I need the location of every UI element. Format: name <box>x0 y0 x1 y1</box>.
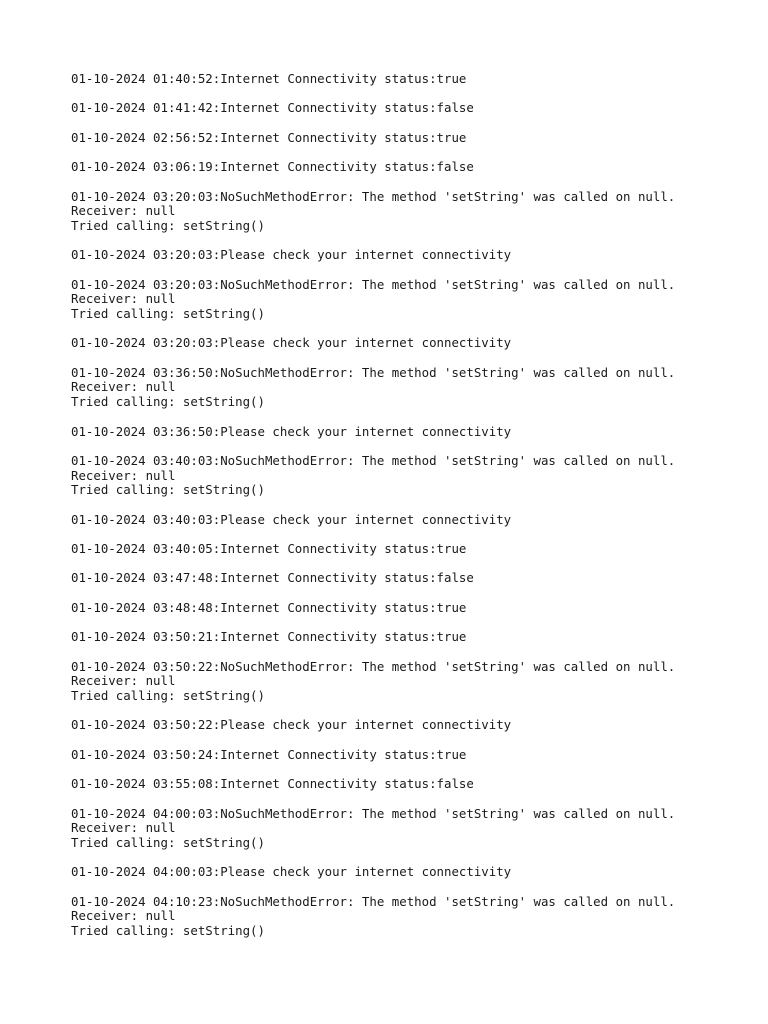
log-entry-line: 01-10-2024 02:56:52:Internet Connectivity status:true <box>71 129 467 145</box>
log-entry-detail-line: Receiver: null <box>71 820 176 836</box>
log-entry-line: 01-10-2024 01:41:42:Internet Connectivity status:false <box>71 100 474 116</box>
log-entry-line: 01-10-2024 03:40:03:Please check your internet connectivity <box>71 511 512 527</box>
log-entry <box>71 425 751 440</box>
log-entry <box>71 777 751 792</box>
log-entry-detail-line: Receiver: null <box>71 379 176 395</box>
log-entry-line: 01-10-2024 03:36:50:NoSuchMethodError: The method 'setString' was called on null. <box>71 364 676 380</box>
log-entry-line: 01-10-2024 03:47:48:Internet Connectivity status:false <box>71 570 474 586</box>
log-entry <box>71 366 751 410</box>
log-entry-line: 01-10-2024 03:20:03:Please check your internet connectivity <box>71 247 512 263</box>
log-entry-detail-line: Tried calling: setString() <box>71 482 265 498</box>
log-entry-line: 01-10-2024 04:00:03:Please check your internet connectivity <box>71 864 512 880</box>
log-entry <box>71 160 751 175</box>
log-entry-line: 01-10-2024 03:20:03:Please check your internet connectivity <box>71 335 512 351</box>
log-entry <box>71 630 751 645</box>
log-entry-line: 01-10-2024 04:10:23:NoSuchMethodError: The method 'setString' was called on null. <box>71 893 676 909</box>
log-entry <box>71 278 751 322</box>
log-entry <box>71 542 751 557</box>
log-entry-line: 01-10-2024 03:36:50:Please check your internet connectivity <box>71 423 512 439</box>
log-entry-line: 01-10-2024 03:20:03:NoSuchMethodError: The method 'setString' was called on null. <box>71 188 676 204</box>
log-entry-line: 01-10-2024 03:55:08:Internet Connectivity status:false <box>71 776 474 792</box>
log-entry-line: 01-10-2024 03:20:03:NoSuchMethodError: The method 'setString' was called on null. <box>71 276 676 292</box>
log-entry-line: 01-10-2024 03:40:03:NoSuchMethodError: The method 'setString' was called on null. <box>71 452 676 468</box>
log-entry-line: 01-10-2024 01:40:52:Internet Connectivity status:true <box>71 71 467 86</box>
log-entry-detail-line: Receiver: null <box>71 467 176 483</box>
log-entry-detail-line: Receiver: null <box>71 673 176 689</box>
log-entry-line: 01-10-2024 04:00:03:NoSuchMethodError: The method 'setString' was called on null. <box>71 805 676 821</box>
log-entry-detail-line: Tried calling: setString() <box>71 394 265 410</box>
log-entry-line: 01-10-2024 03:48:48:Internet Connectivity status:true <box>71 599 467 615</box>
log-entry <box>71 718 751 733</box>
log-entry-detail-line: Tried calling: setString() <box>71 687 265 703</box>
log-entry-detail-line: Tried calling: setString() <box>71 922 265 938</box>
log-entry <box>71 601 751 616</box>
log-entry <box>71 190 751 234</box>
log-entry <box>71 660 751 704</box>
log-entry <box>71 865 751 880</box>
log-entry-line: 01-10-2024 03:50:22:NoSuchMethodError: The method 'setString' was called on null. <box>71 658 676 674</box>
log-entry-detail-line: Tried calling: setString() <box>71 834 265 850</box>
log-entry-line: 01-10-2024 03:50:22:Please check your internet connectivity <box>71 717 512 733</box>
log-entry-detail-line: Receiver: null <box>71 203 176 219</box>
log-entry-line: 01-10-2024 03:50:21:Internet Connectivity status:true <box>71 629 467 645</box>
log-entry <box>71 807 751 851</box>
log-entry <box>71 248 751 263</box>
log-entry-line: 01-10-2024 03:40:05:Internet Connectivity status:true <box>71 541 467 556</box>
log-entry <box>71 895 751 939</box>
log-entry-line: 01-10-2024 03:50:24:Internet Connectivity status:true <box>71 746 467 762</box>
log-entry-line: 01-10-2024 03:06:19:Internet Connectivity status:false <box>71 159 474 175</box>
log-entry <box>71 72 751 87</box>
log-entry <box>71 748 751 763</box>
log-entry-detail-line: Receiver: null <box>71 908 176 924</box>
log-entry-detail-line: Receiver: null <box>71 291 176 307</box>
log-entry <box>71 131 751 146</box>
log-text-body <box>71 72 751 953</box>
log-entry <box>71 454 751 498</box>
log-entry-detail-line: Tried calling: setString() <box>71 217 265 233</box>
log-entry-detail-line: Tried calling: setString() <box>71 306 265 321</box>
log-entry <box>71 336 751 351</box>
log-entry <box>71 513 751 528</box>
log-entry <box>71 101 751 116</box>
log-entry <box>71 571 751 586</box>
